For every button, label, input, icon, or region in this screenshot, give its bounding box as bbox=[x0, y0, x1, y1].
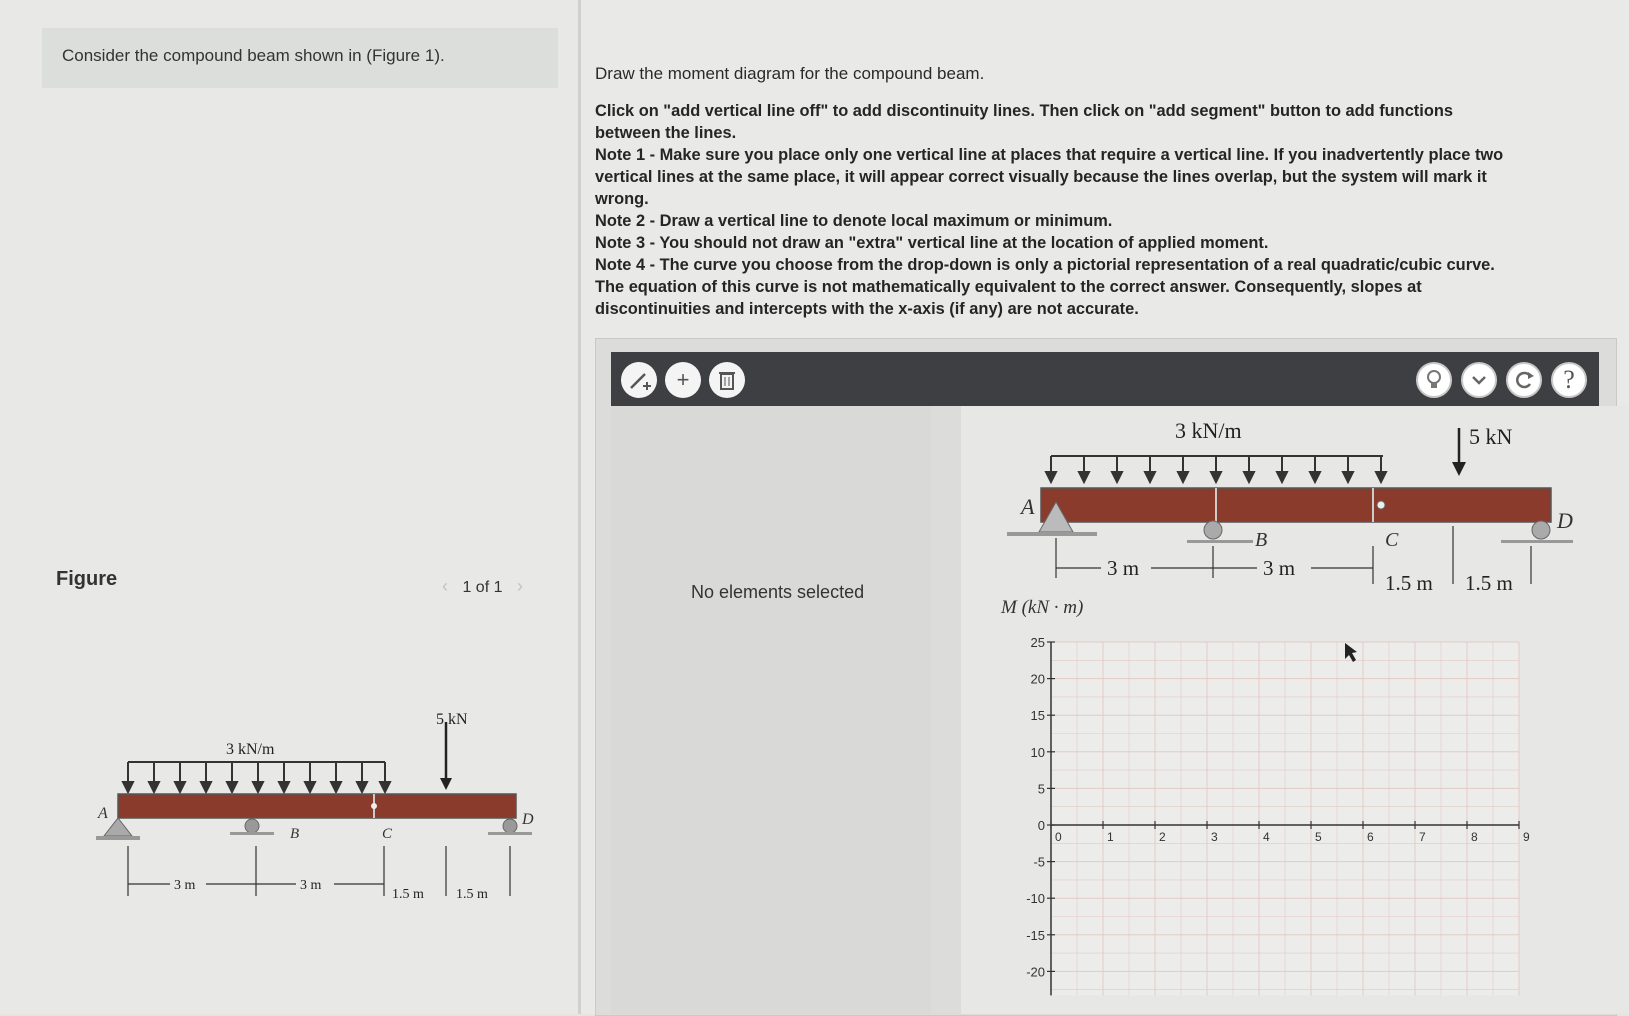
diagram-load-label: 3 kN/m bbox=[1175, 418, 1242, 443]
note-4: Note 4 - The curve you choose from the drop-down is only a pictorial representation of a real quadratic/cubic curve. The equation of this curve is not mathematically equivalent to the correct answer. Consequently, slopes at discontinuities and intercepts with the x-axis (if any) are not accurate. bbox=[595, 256, 1495, 318]
x-tick-label: 9 bbox=[1523, 830, 1530, 844]
x-tick-label: 0 bbox=[1055, 830, 1062, 844]
y-tick-label: 5 bbox=[1037, 781, 1045, 797]
x-tick-label: 5 bbox=[1315, 830, 1322, 844]
reset-icon[interactable] bbox=[1506, 362, 1542, 398]
figure-label: Figure bbox=[56, 568, 118, 590]
chevron-down-icon[interactable] bbox=[1461, 362, 1497, 398]
x-tick-label: 8 bbox=[1471, 830, 1478, 844]
fig-label-b: B bbox=[290, 826, 300, 842]
x-tick-label: 1 bbox=[1107, 830, 1114, 844]
fig-dim-1: 3 m bbox=[174, 878, 196, 893]
y-tick-label: 10 bbox=[1030, 744, 1045, 760]
hint-bulb-icon[interactable] bbox=[1416, 362, 1452, 398]
fig-label-d: D bbox=[522, 811, 534, 828]
moment-diagram-svg bbox=[961, 406, 1629, 1014]
x-tick-label: 4 bbox=[1263, 830, 1270, 844]
diagram-dim-3: 1.5 m bbox=[1385, 571, 1433, 595]
diagram-label-c: C bbox=[1385, 529, 1399, 551]
fig-label-c: C bbox=[382, 826, 393, 842]
x-tick-label: 2 bbox=[1159, 830, 1166, 844]
y-tick-label: -15 bbox=[1026, 927, 1045, 943]
properties-panel bbox=[611, 406, 931, 1014]
graph-grid bbox=[1051, 642, 1519, 995]
beam-figure bbox=[0, 0, 578, 1014]
y-axis-label: M (kN · m) bbox=[1001, 597, 1084, 618]
diagram-label-d: D bbox=[1557, 508, 1573, 533]
y-tick-label: 15 bbox=[1030, 708, 1045, 724]
graph-canvas[interactable] bbox=[961, 406, 1629, 1014]
fig-load-label: 3 kN/m bbox=[226, 741, 275, 758]
instruction-title: Draw the moment diagram for the compound beam. bbox=[595, 64, 985, 83]
diagram-dim-2: 3 m bbox=[1263, 556, 1296, 580]
y-tick-label: 0 bbox=[1037, 818, 1045, 833]
y-tick-label: 20 bbox=[1030, 671, 1045, 687]
diagram-distributed-load bbox=[1046, 456, 1386, 482]
diagram-dim-4: 1.5 m bbox=[1465, 571, 1513, 595]
note-2: Note 2 - Draw a vertical line to denote local maximum or minimum. bbox=[595, 212, 1113, 230]
add-vertical-line-icon[interactable] bbox=[621, 362, 657, 398]
diagram-point-load: 5 kN bbox=[1469, 424, 1513, 449]
fig-beam bbox=[118, 794, 516, 818]
x-tick-label: 6 bbox=[1367, 830, 1374, 844]
diagram-label-a: A bbox=[1021, 494, 1035, 519]
left-panel bbox=[0, 0, 578, 1014]
distributed-load bbox=[123, 762, 390, 792]
fig-dim-4: 1.5 m bbox=[456, 887, 488, 902]
instructions bbox=[595, 100, 1515, 320]
x-tick-label: 7 bbox=[1419, 830, 1426, 844]
fig-point-load: 5 kN bbox=[436, 711, 468, 728]
diagram-beam bbox=[1041, 488, 1551, 522]
instruction-line: Click on "add vertical line off" to add discontinuity lines. Then click on "add segment" button to add functions between the lines. bbox=[595, 102, 1453, 142]
intro-text: Consider the compound beam shown in (Figure 1). bbox=[62, 46, 445, 65]
note-3: Note 3 - You should not draw an "extra" vertical line at the location of applied moment. bbox=[595, 234, 1269, 252]
note-1: Note 1 - Make sure you place only one vertical line at places that require a vertical line. If you inadvertently place two vertical lines at the same place, it will appear correct visually because the lines overlap, but the system will mark it wrong. bbox=[595, 146, 1504, 208]
trash-icon[interactable] bbox=[709, 362, 745, 398]
chevron-right-icon[interactable]: › bbox=[516, 576, 523, 596]
diagram-dim-1: 3 m bbox=[1107, 556, 1140, 580]
y-tick-label: -10 bbox=[1026, 891, 1045, 907]
help-icon[interactable]: ? bbox=[1551, 362, 1587, 398]
y-tick-label: 25 bbox=[1030, 635, 1045, 650]
x-tick-label: 3 bbox=[1211, 830, 1218, 844]
y-tick-label: -20 bbox=[1026, 964, 1045, 980]
plus-icon[interactable]: + bbox=[665, 362, 701, 398]
fig-dim-2: 3 m bbox=[300, 878, 322, 893]
y-tick-label: -5 bbox=[1033, 854, 1045, 870]
selection-message: No elements selected bbox=[691, 582, 865, 602]
fig-label-a: A bbox=[98, 805, 108, 822]
drawing-toolbar bbox=[611, 352, 1599, 406]
diagram-label-b: B bbox=[1255, 529, 1268, 551]
fig-dim-3: 1.5 m bbox=[392, 887, 424, 902]
chevron-left-icon[interactable]: ‹ bbox=[442, 576, 448, 596]
pager-text: 1 of 1 bbox=[462, 579, 503, 596]
